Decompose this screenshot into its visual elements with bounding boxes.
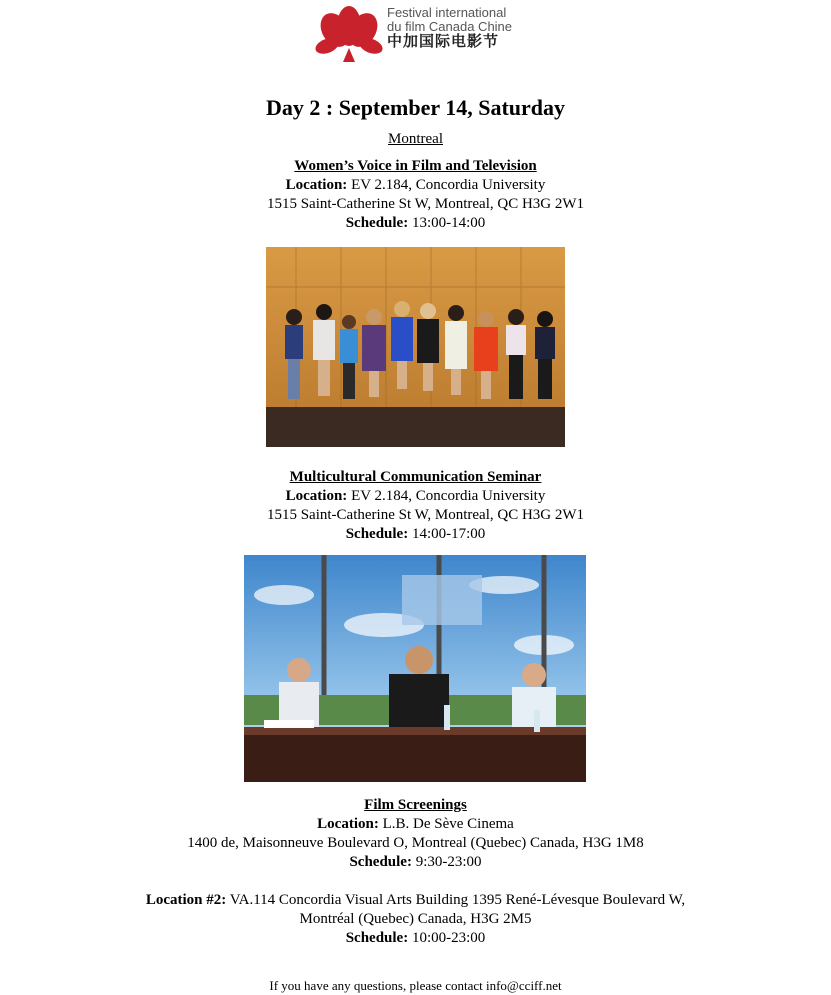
screenings-address: 1400 de, Maisonneuve Boulevard O, Montreal (Quebec) Canada, H3G 1M8 bbox=[187, 835, 644, 851]
logo-text-chinese: 中加国际电影节 bbox=[387, 32, 500, 50]
screenings-schedule-line bbox=[0, 853, 831, 872]
event-schedule: 13:00-14:00 bbox=[411, 215, 486, 231]
event-location: EV 2.184, Concordia University bbox=[351, 488, 546, 504]
event-location-line bbox=[0, 176, 831, 195]
event-location-line bbox=[0, 487, 831, 506]
city-label: Montreal bbox=[388, 131, 443, 147]
event-schedule-line bbox=[0, 525, 831, 544]
screenings-location2: VA.114 Concordia Visual Arts Building 1395 René-Lévesque Boulevard W, bbox=[229, 892, 686, 908]
screenings-location: L.B. De Sève Cinema bbox=[382, 816, 514, 832]
event-block-1 bbox=[0, 157, 831, 233]
page-title: Day 2 : September 14, Saturday bbox=[265, 95, 566, 120]
event-title: Women’s Voice in Film and Television bbox=[294, 158, 537, 174]
event-block-2 bbox=[0, 468, 831, 544]
schedule-label: Schedule: bbox=[345, 930, 409, 946]
location2-label: Location #2: bbox=[145, 892, 227, 908]
event-address: 1515 Saint-Catherine St W, Montreal, QC H3G 2W1 bbox=[266, 507, 585, 523]
event-address: 1515 Saint-Catherine St W, Montreal, QC H3G 2W1 bbox=[266, 196, 585, 212]
location-label: Location: bbox=[285, 488, 348, 504]
schedule-label: Schedule: bbox=[345, 215, 409, 231]
event-title: Multicultural Communication Seminar bbox=[289, 469, 542, 485]
screenings-schedule2-line bbox=[0, 929, 831, 948]
location-label: Location: bbox=[285, 177, 348, 193]
screenings-location-line bbox=[0, 815, 831, 834]
logo-text-line1: Festival international bbox=[387, 5, 507, 20]
screenings-schedule: 9:30-23:00 bbox=[415, 854, 482, 870]
location-label: Location: bbox=[317, 816, 379, 832]
festival-logo bbox=[313, 4, 523, 64]
screenings-location2-line2: Montréal (Quebec) Canada, H3G 2M5 bbox=[299, 911, 532, 927]
seminar-photo bbox=[244, 555, 586, 782]
schedule-label: Schedule: bbox=[345, 526, 409, 542]
screenings-title: Film Screenings bbox=[364, 797, 467, 813]
screenings-location2-line bbox=[0, 891, 831, 910]
schedule-label: Schedule: bbox=[349, 854, 412, 870]
screenings-schedule2: 10:00-23:00 bbox=[411, 930, 486, 946]
footer-contact: If you have any questions, please contact info@cciff.net bbox=[269, 978, 562, 993]
event-schedule-line bbox=[0, 214, 831, 233]
group-photo bbox=[266, 247, 565, 447]
event-location: EV 2.184, Concordia University bbox=[351, 177, 546, 193]
red-petals-logo-icon bbox=[313, 4, 385, 64]
event-schedule: 14:00-17:00 bbox=[411, 526, 486, 542]
screenings-block bbox=[0, 796, 831, 948]
logo-text-line2: du film Canada Chine bbox=[387, 19, 513, 34]
